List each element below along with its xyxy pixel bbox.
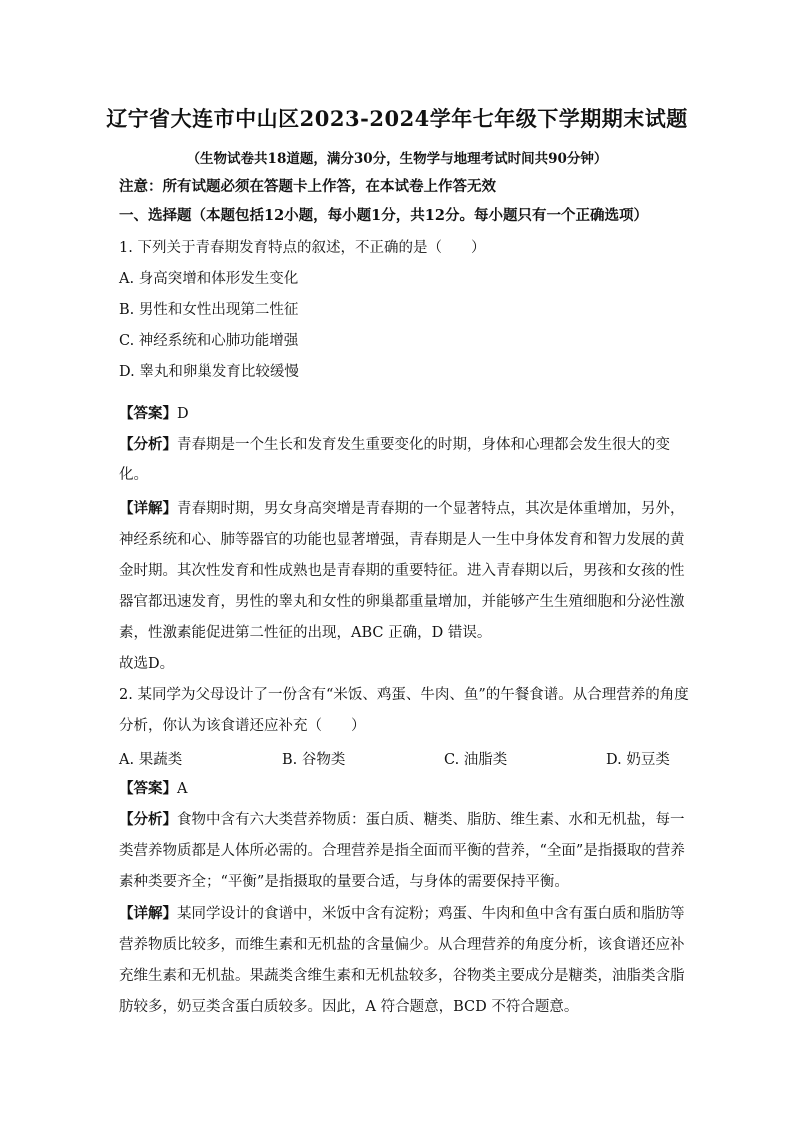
detail-text: 某同学设计的食谱中，米饭中含有淀粉；鸡蛋、牛肉和鱼中含有蛋白质和脂肪等 bbox=[177, 906, 685, 922]
q2-detail-line-2: 营养物质比较多，而维生素和无机盐的含量偏少。从合理营养的角度分析，该食谱还应补 bbox=[119, 937, 685, 953]
analysis-tag: 【分析】 bbox=[119, 811, 177, 828]
q2-analysis bbox=[119, 810, 685, 830]
q1-option-a: A. 身高突增和体形发生变化 bbox=[119, 271, 299, 287]
q1-analysis-cont: 化。 bbox=[119, 467, 148, 483]
q1-option-c: C. 神经系统和心肺功能增强 bbox=[119, 333, 299, 349]
notice: 注意：所有试题必须在答题卡上作答，在本试卷上作答无效 bbox=[119, 178, 496, 195]
q1-analysis bbox=[119, 435, 679, 455]
q2-analysis-line-2: 类营养物质都是人体所必需的。合理营养是指全面而平衡的营养，“全面”是指摄取的营养 bbox=[119, 843, 685, 859]
q1-detail-line-4: 器官都迅速发育，男性的睾丸和女性的卵巢都重量增加，并能够产生生殖细胞和分泌性激 bbox=[119, 594, 685, 610]
q1-detail-line-5: 素，性激素能促进第二性征的出现，ABC 正确，D 错误。 bbox=[119, 625, 492, 641]
q2-analysis-line-3: 素种类要齐全；“平衡”是指摄取的量要合适，与身体的需要保持平衡。 bbox=[119, 874, 569, 890]
analysis-text: 青春期是一个生长和发育发生重要变化的时期，身体和心理都会发生很大的变 bbox=[177, 437, 670, 453]
q2-detail bbox=[119, 904, 685, 924]
document-subtitle: （生物试卷共18道题，满分30分，生物学与地理考试时间共90分钟） bbox=[186, 151, 608, 167]
q2-stem-line-1: 2. 某同学为父母设计了一份含有“米饭、鸡蛋、牛肉、鱼”的午餐食谱。从合理营养的角度 bbox=[119, 687, 689, 703]
document-title: 辽宁省大连市中山区2023-2024学年七年级下学期期末试题 bbox=[106, 106, 688, 131]
q1-conclusion: 故选D。 bbox=[119, 656, 175, 672]
q2-detail-line-3: 充维生素和无机盐。果蔬类含维生素和无机盐较多，谷物类主要成分是糖类，油脂类含脂 bbox=[119, 968, 685, 984]
answer-tag: 【答案】 bbox=[119, 780, 177, 797]
q1-detail-line-3: 金时期。其次性发育和性成熟也是青春期的重要特征。进入青春期以后，男孩和女孩的性 bbox=[119, 563, 685, 579]
q1-detail bbox=[119, 499, 685, 519]
answer-value: A bbox=[177, 781, 188, 797]
q2-option-b: B. 谷物类 bbox=[282, 752, 346, 768]
q1-option-b: B. 男性和女性出现第二性征 bbox=[119, 302, 299, 318]
q1-answer bbox=[119, 404, 679, 424]
analysis-tag: 【分析】 bbox=[119, 436, 177, 453]
q1-option-d: D. 睾丸和卵巢发育比较缓慢 bbox=[119, 364, 299, 380]
analysis-text: 食物中含有六大类营养物质：蛋白质、糖类、脂肪、维生素、水和无机盐，每一 bbox=[177, 812, 685, 828]
q1-detail-line-2: 神经系统和心、肺等器官的功能也显著增强，青春期是人一生中身体发育和智力发展的黄 bbox=[119, 532, 685, 548]
section-heading: 一、选择题（本题包括12小题，每小题1分，共12分。每小题只有一个正确选项） bbox=[119, 207, 648, 224]
q1-stem: 1. 下列关于青春期发育特点的叙述，不正确的是（ ） bbox=[119, 240, 486, 256]
answer-tag: 【答案】 bbox=[119, 405, 177, 422]
detail-tag: 【详解】 bbox=[119, 905, 177, 922]
q2-stem-line-2: 分析，你认为该食谱还应补充（ ） bbox=[119, 718, 366, 734]
detail-text: 青春期时期，男女身高突增是青春期的一个显著特点，其次是体重增加，另外， bbox=[177, 501, 685, 517]
detail-tag: 【详解】 bbox=[119, 500, 177, 517]
q2-option-a: A. 果蔬类 bbox=[119, 752, 183, 768]
q2-detail-line-4: 肪较多，奶豆类含蛋白质较多。因此，A 符合题意，BCD 不符合题意。 bbox=[119, 999, 579, 1015]
q2-option-c: C. 油脂类 bbox=[444, 752, 508, 768]
q2-answer bbox=[119, 779, 679, 799]
q2-option-d: D. 奶豆类 bbox=[606, 752, 670, 768]
answer-value: D bbox=[177, 406, 189, 422]
